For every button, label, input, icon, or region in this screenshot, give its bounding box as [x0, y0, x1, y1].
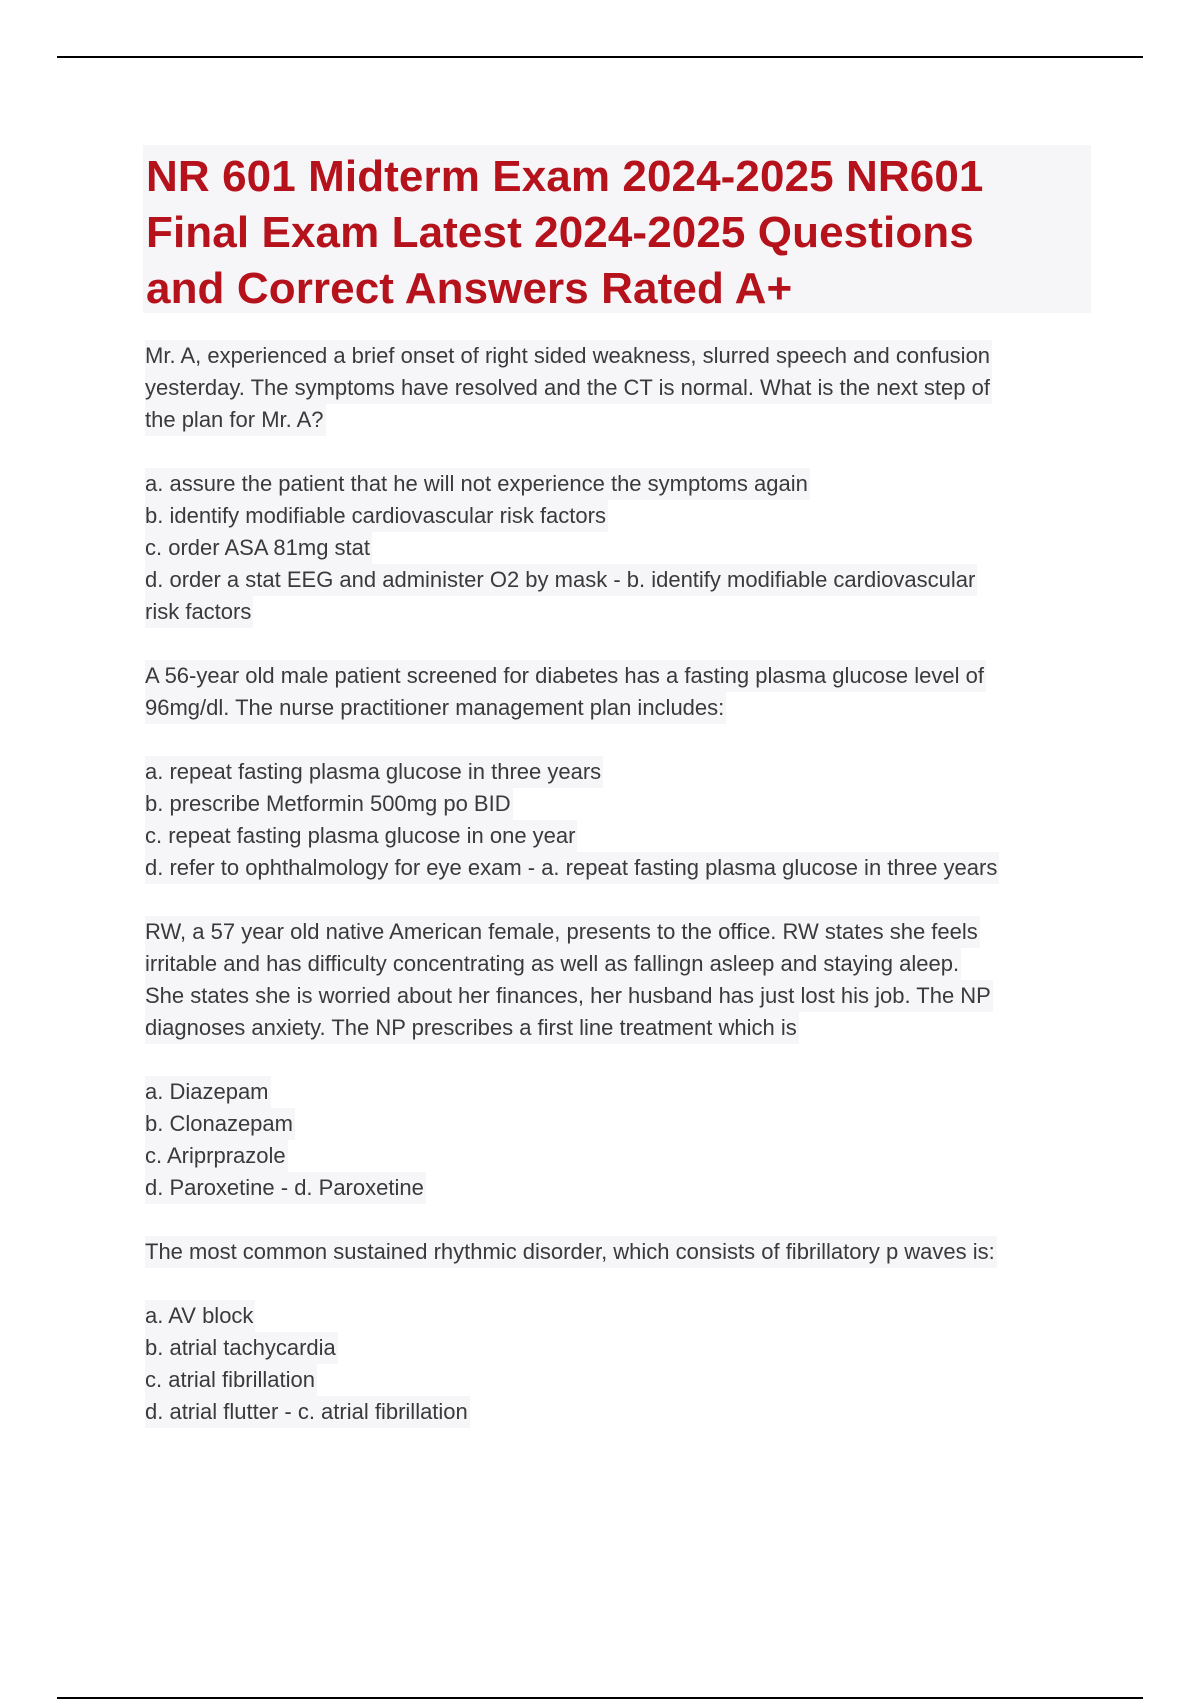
title-block — [143, 145, 1091, 313]
stem-line: irritable and has difficulty concentrating as well as fallingn asleep and staying aleep. — [145, 948, 961, 980]
option-line: c. repeat fasting plasma glucose in one year — [145, 820, 577, 852]
question-list — [145, 340, 1105, 1460]
footer-rule — [57, 1697, 1143, 1699]
option-line: a. assure the patient that he will not experience the symptoms again — [145, 468, 810, 500]
option-line: a. AV block — [145, 1300, 255, 1332]
answer-options — [145, 1300, 1105, 1428]
option-line: b. Clonazepam — [145, 1108, 295, 1140]
title-line: Final Exam Latest 2024-2025 Questions — [146, 208, 974, 257]
question-1 — [145, 340, 1105, 628]
stem-line: yesterday. The symptoms have resolved and the CT is normal. What is the next step of — [145, 372, 992, 404]
stem-line: The most common sustained rhythmic disorder, which consists of fibrillatory p waves is: — [145, 1236, 997, 1268]
option-line: b. identify modifiable cardiovascular risk factors — [145, 500, 608, 532]
question-stem — [145, 660, 1105, 724]
question-2 — [145, 660, 1105, 884]
question-stem — [145, 1236, 1105, 1268]
option-line: a. Diazepam — [145, 1076, 271, 1108]
option-line: b. atrial tachycardia — [145, 1332, 338, 1364]
document-title — [146, 149, 1091, 317]
answer-options — [145, 756, 1105, 884]
answer-options — [145, 1076, 1105, 1204]
option-line: c. atrial fibrillation — [145, 1364, 317, 1396]
question-stem — [145, 916, 1105, 1044]
stem-line: She states she is worried about her finances, her husband has just lost his job. The NP — [145, 980, 993, 1012]
title-line: NR 601 Midterm Exam 2024-2025 NR601 — [146, 152, 984, 201]
stem-line: A 56-year old male patient screened for diabetes has a fasting plasma glucose level of — [145, 660, 986, 692]
option-line: a. repeat fasting plasma glucose in three years — [145, 756, 603, 788]
title-line: and Correct Answers Rated A+ — [146, 264, 793, 313]
question-3 — [145, 916, 1105, 1204]
stem-line: 96mg/dl. The nurse practitioner management plan includes: — [145, 692, 726, 724]
option-line: d. atrial flutter - c. atrial fibrillation — [145, 1396, 470, 1428]
option-line: risk factors — [145, 596, 253, 628]
stem-line: RW, a 57 year old native American female, presents to the office. RW states she feels — [145, 916, 980, 948]
header-rule — [57, 56, 1143, 58]
answer-options — [145, 468, 1105, 628]
question-stem — [145, 340, 1105, 436]
option-line: d. refer to ophthalmology for eye exam - a. repeat fasting plasma glucose in three years — [145, 852, 999, 884]
stem-line: the plan for Mr. A? — [145, 404, 326, 436]
option-line: d. order a stat EEG and administer O2 by mask - b. identify modifiable cardiovascular — [145, 564, 977, 596]
option-line: c. Ariprprazole — [145, 1140, 288, 1172]
option-line: c. order ASA 81mg stat — [145, 532, 372, 564]
question-4 — [145, 1236, 1105, 1428]
option-line: b. prescribe Metformin 500mg po BID — [145, 788, 513, 820]
stem-line: diagnoses anxiety. The NP prescribes a first line treatment which is — [145, 1012, 799, 1044]
stem-line: Mr. A, experienced a brief onset of right sided weakness, slurred speech and confusion — [145, 340, 992, 372]
option-line: d. Paroxetine - d. Paroxetine — [145, 1172, 426, 1204]
